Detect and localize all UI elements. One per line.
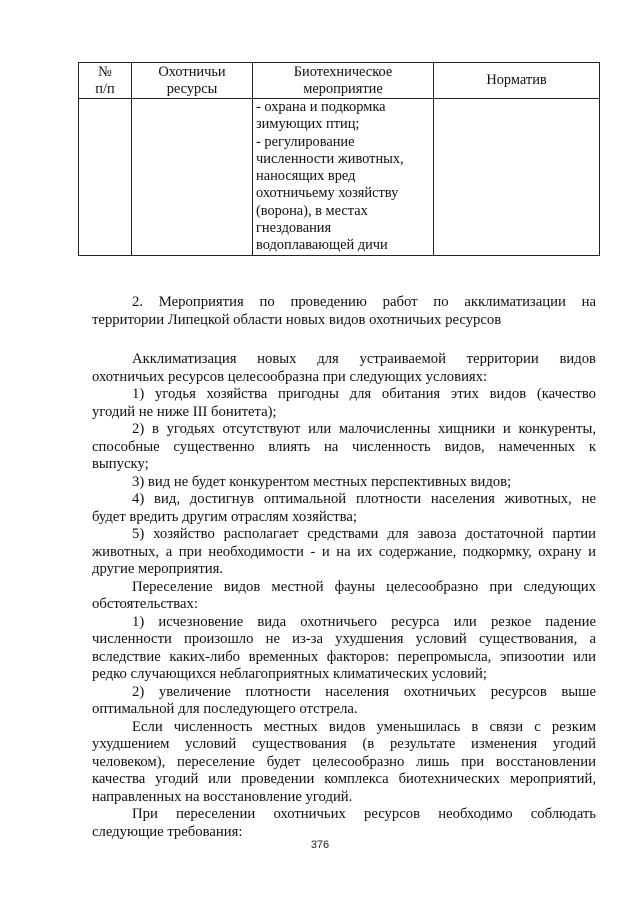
body-paragraphs (92, 351, 596, 841)
text-line: ухудшением условий существования (в результате изменения угодий (92, 736, 596, 752)
text-line: обстоятельствах: (92, 596, 198, 612)
text-line: качества угодий или проведении комплекса биотехнических мероприятий, (92, 771, 596, 787)
text-line: 4) вид, достигнув оптимальной плотности населения животных, не (132, 491, 596, 507)
text-line: вследствие каких-либо временных факторов: перепромысла, эпизоотии или (92, 648, 596, 665)
header-measure-line2: мероприятие (303, 80, 383, 97)
header-number-line2: п/п (95, 80, 115, 97)
header-resources (132, 63, 253, 99)
text-line: 2) в угодьях отсутствуют или малочисленны хищники и конкуренты, (132, 421, 596, 437)
text-line: 1) угодья хозяйства пригодны для обитания этих видов (качество (132, 386, 596, 402)
text-line: направленных на восстановление угодий. (92, 788, 353, 805)
cell-measure-line: численности животных, (256, 150, 404, 167)
section-heading-line1: 2. Мероприятия по проведению работ по акклиматизации на (132, 294, 596, 310)
cell-measure-line: водоплавающей дичи (256, 237, 388, 254)
cell-measure-line: гнездования (256, 220, 332, 237)
header-measure (253, 63, 434, 99)
text-line: животных, а при необходимости - и на их содержание, подкормку, охрану и (92, 543, 596, 560)
section-heading (92, 294, 596, 329)
section-heading-line2: территории Липецкой области новых видов охотничьих ресурсов (92, 311, 502, 328)
header-number-line1: № (98, 63, 112, 80)
cell-measure-line: наносящих вред (256, 168, 356, 185)
text-line: выпуску; (92, 456, 149, 472)
cell-measure-line: - охрана и подкормка (256, 99, 386, 115)
text-line: 5) хозяйство располагает средствами для завоза достаточной партии (132, 526, 596, 542)
header-resources-line1: Охотничьи (158, 63, 226, 80)
text-line: Если численность местных видов уменьшилась в связи с резким (132, 718, 596, 735)
cell-resources (132, 99, 253, 256)
header-norm-line1: Норматив (486, 72, 547, 88)
text-line: будет вредить другим отраслям хозяйства; (92, 508, 357, 525)
table-header-row (79, 63, 600, 99)
text-line: 1) исчезновение вида охотничьего ресурса или резкое падение (132, 613, 596, 630)
text-line: охотничьих ресурсов целесообразна при следующих условиях: (92, 368, 488, 385)
cell-norm (434, 99, 600, 256)
cell-measure-line: зимующих птиц; (256, 116, 360, 133)
cell-measure-line: (ворона), в местах (256, 202, 368, 219)
header-resources-line2: ресурсы (166, 80, 218, 97)
text-line: человеком), переселение будет целесообразно лишь при восстановлении (92, 753, 596, 770)
text-line: 3) вид не будет конкурентом местных перспективных видов; (132, 473, 512, 490)
text-line: Переселение видов местной фауны целесообразно при следующих (132, 578, 596, 595)
text-line: При переселении охотничьих ресурсов необходимо соблюдать (132, 806, 596, 822)
header-norm (434, 63, 600, 99)
header-measure-line1: Биотехническое (293, 63, 393, 80)
text-line: 2) увеличение плотности населения охотничьих ресурсов выше (132, 683, 596, 700)
cell-measure-line: охотничьему хозяйству (256, 185, 399, 202)
cell-measure (253, 99, 434, 256)
page-number: 376 (310, 839, 330, 851)
measures-table (78, 62, 600, 256)
header-number (79, 63, 132, 99)
text-line: редко случающихся неблагоприятных климатических условий; (92, 666, 487, 682)
text-line: Акклиматизация новых для устраиваемой территории видов (132, 351, 596, 367)
text-line: способные существенно влиять на численность видов, намеченных к (92, 438, 596, 455)
text-line: другие мероприятия. (92, 561, 224, 577)
text-line: следующие требования: (92, 823, 243, 840)
text-line: численности произошло не из-за ухудшения условий существования, а (92, 631, 596, 647)
cell-number (79, 99, 132, 256)
cell-measure-line: - регулирование (256, 133, 355, 150)
text-line: угодий не ниже III бонитета); (92, 403, 277, 420)
table-row (79, 99, 600, 256)
text-line: оптимальной для последующего отстрела. (92, 701, 358, 717)
